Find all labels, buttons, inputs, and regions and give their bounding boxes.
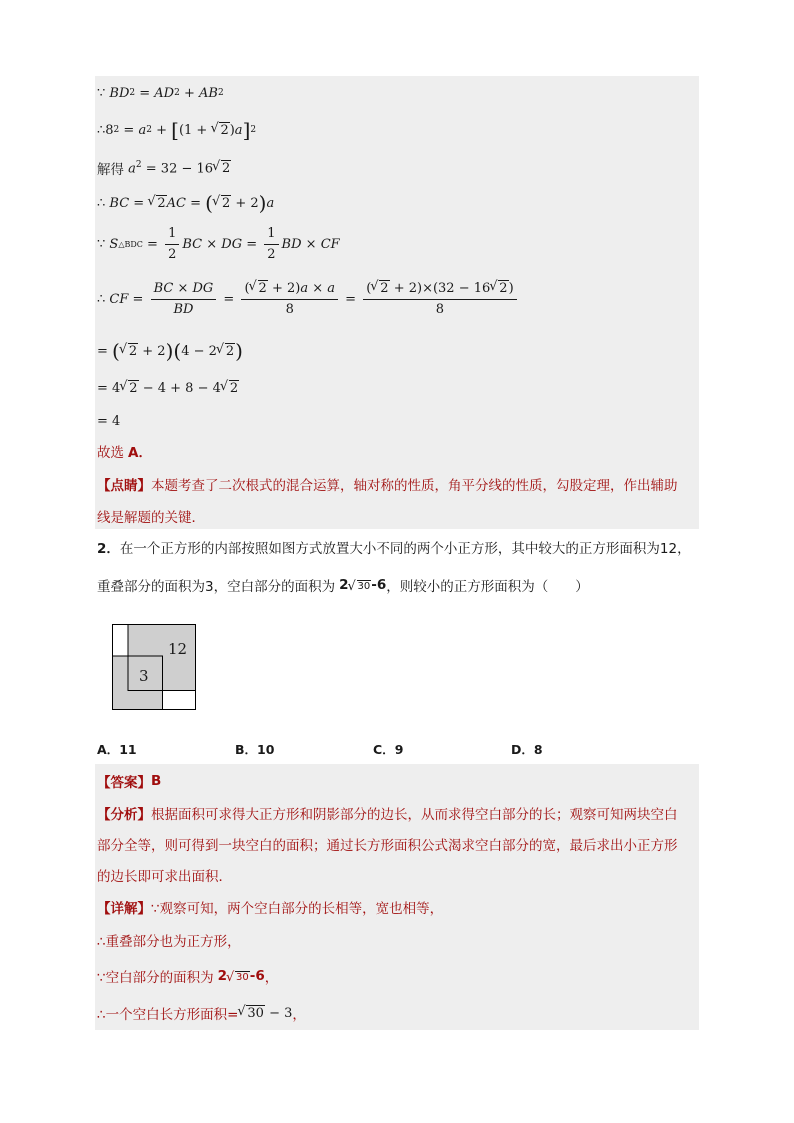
detail-text-3b: ， xyxy=(264,970,279,986)
math-line-3: 解得 $a^2 = 32 - 16√$ 2 xyxy=(97,155,231,181)
detail-text-3a: ∵空白部分的面积为 xyxy=(97,970,214,986)
question-text-1: 在一个正方形的内部按照如图方式放置大小不同的两个小正方形，其中较大的正方形面积为12， xyxy=(119,541,691,557)
comment-line-2 xyxy=(97,503,205,529)
math-line-9: = 4 xyxy=(97,413,121,429)
answer-line xyxy=(97,768,161,794)
math-line-7: = ( √ 2 + 2 ) ( 4 − 2 √ 2 ) xyxy=(97,338,243,364)
math-line-5: ∵ S △BDC = $\frac{1}{2}$ BC × DG = $\frac{1}{2}$ BD × CF xyxy=(97,225,340,262)
comment-text-2: 线是解题的关键． xyxy=(97,510,205,526)
comment-text-1: 本题考查了二次根式的混合运算，轴对称的性质，角平分线的性质，勾股定理，作出辅助 xyxy=(151,478,678,494)
question-line-1 xyxy=(97,534,691,560)
comment-tag: 【点睛】 xyxy=(97,478,151,494)
option-a[interactable]: A．11 xyxy=(97,742,137,757)
overlap-label: 3 xyxy=(139,667,149,685)
detail-rect-area-expr: √ 30 − 3 xyxy=(238,1006,292,1021)
option-c[interactable]: C．9 xyxy=(373,742,404,757)
math-line-1: ∵ BD 2 = AD 2 + AB 2 xyxy=(97,85,224,101)
detail-text-1: ∵观察可知，两个空白部分的长相等，宽也相等， xyxy=(151,901,444,917)
analysis-line-2 xyxy=(97,831,678,857)
option-b[interactable]: B．10 xyxy=(235,742,275,757)
option-d[interactable]: D．8 xyxy=(511,742,543,757)
question-blank-area-expr: 2√ 30-6 xyxy=(339,577,386,593)
detail-line-2 xyxy=(97,927,241,953)
question-line-2 xyxy=(97,572,589,598)
conclusion-label: 故选 xyxy=(97,445,124,461)
answer-tag: 【答案】 xyxy=(97,775,151,791)
comment-line-1 xyxy=(97,471,678,497)
conclusion-line xyxy=(97,438,152,464)
analysis-tag: 【分析】 xyxy=(97,807,151,823)
detail-text-2: ∴重叠部分也为正方形， xyxy=(97,934,241,950)
analysis-line-1 xyxy=(97,800,678,826)
detail-blank-area-expr: 2√ 30-6 xyxy=(218,968,265,984)
question-text-2b: ，则较小的正方形面积为（ ） xyxy=(386,579,589,595)
detail-line-4: ∴一个空白长方形面积= √ 30 − 3 ， xyxy=(97,1000,306,1026)
detail-line-1 xyxy=(97,894,443,920)
answer-value: B xyxy=(151,773,162,789)
math-line-4: ∴ BC = √ 2 AC = ( √ 2 + 2 ) a xyxy=(97,190,274,216)
detail-tag: 【详解】 xyxy=(97,901,151,917)
analysis-text-2: 部分全等，则可得到一块空白的面积；通过长方形面积公式渴求空白部分的宽，最后求出小正方形 xyxy=(97,838,678,854)
larger-square-label: 12 xyxy=(168,640,188,658)
math-line-8: = 4 √ 2 − 4 + 8 − 4 √ 2 xyxy=(97,375,239,401)
analysis-text-1: 根据面积可求得大正方形和阴影部分的边长，从而求得空白部分的长；观察可知两块空白 xyxy=(151,807,678,823)
question-number: 2． xyxy=(97,541,120,557)
squares-figure xyxy=(112,624,196,710)
detail-line-3 xyxy=(97,963,278,989)
analysis-text-3: 的边长即可求出面积． xyxy=(97,869,232,885)
detail-text-4: ∴一个空白长方形面积= xyxy=(97,1007,239,1023)
conclusion-answer: A． xyxy=(128,445,152,461)
math-line-6: ∴ CF = $\frac{BC \times DG}{BD}$ = $\frac{(√ 2 + 2)a \times a}{8}$ = $\frac{(√ 2 + 2)\times(32 - 16√ 2)}{8}$ xyxy=(97,277,520,321)
question-text-2a: 重叠部分的面积为3，空白部分的面积为 xyxy=(97,579,336,595)
math-line-2: ∴8 2 = a 2 + [ (1 + √ 2 ) a ] 2 xyxy=(97,114,256,146)
analysis-line-3 xyxy=(97,862,232,888)
